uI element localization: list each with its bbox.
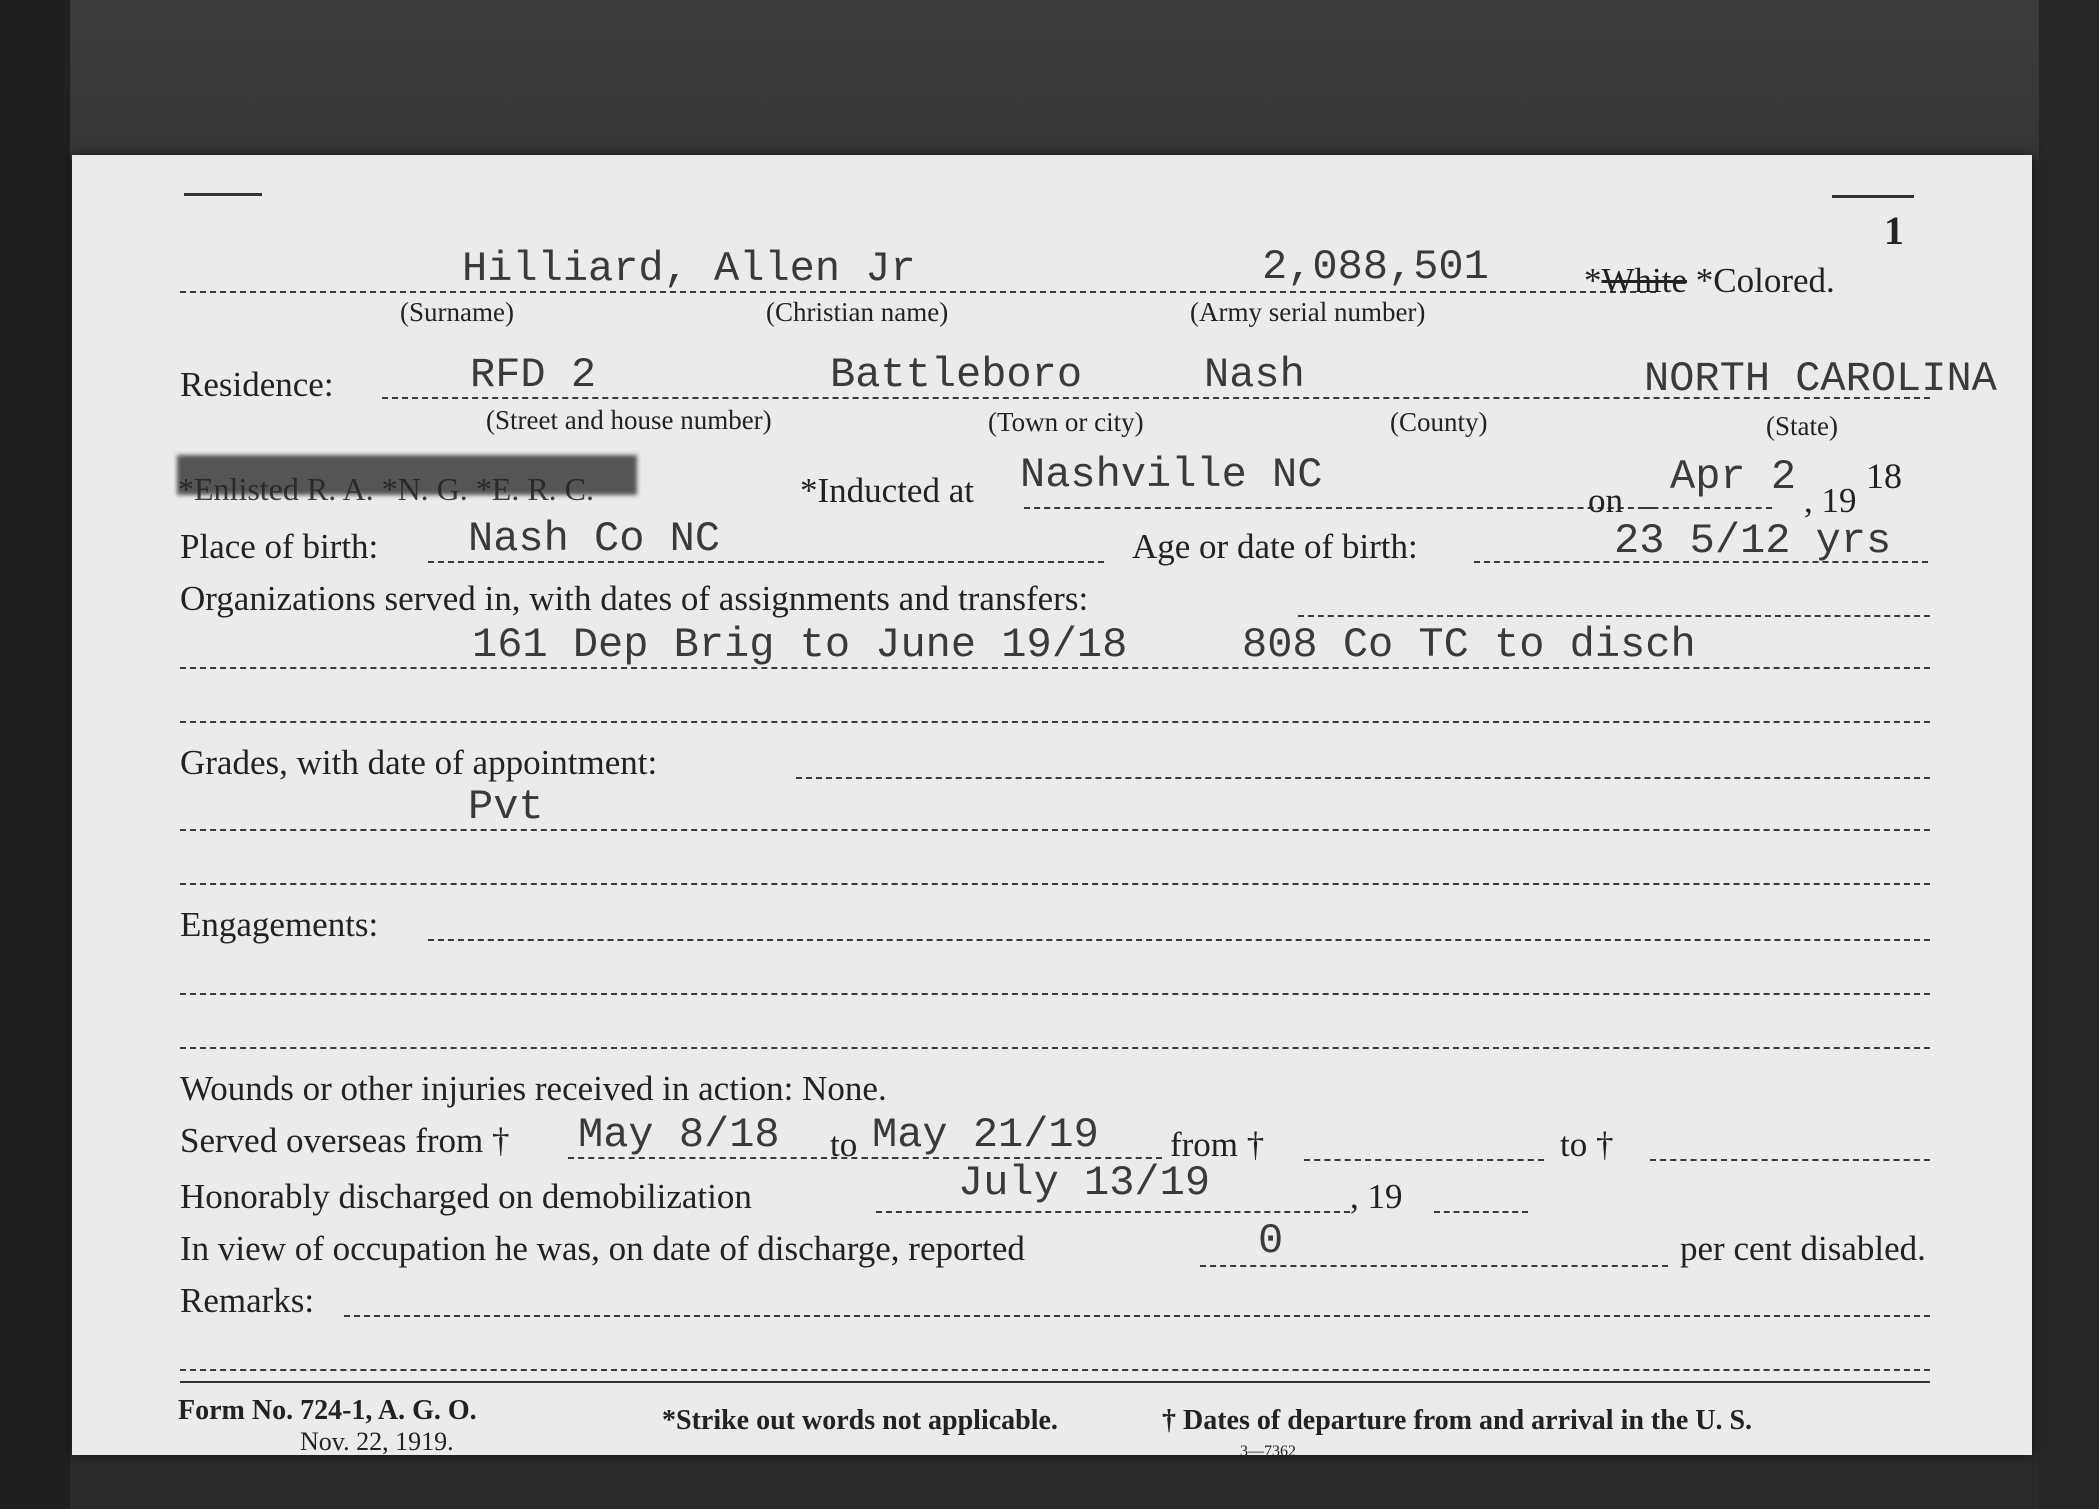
disability-percent: 0 xyxy=(1258,1217,1284,1265)
induction-date: Apr 2 xyxy=(1670,453,1797,501)
age-label: Age or date of birth: xyxy=(1132,527,1418,566)
remarks-label: Remarks: xyxy=(180,1281,315,1320)
age-value: 23 5/12 yrs xyxy=(1614,517,1892,565)
scanner-background-top xyxy=(0,0,2099,160)
induction-year: 18 xyxy=(1866,456,1902,496)
card-number: 1 xyxy=(1884,208,1904,253)
engagements-line-1 xyxy=(180,993,1930,995)
year-prefix: , 19 xyxy=(1804,481,1857,520)
discharge-year-prefix: , 19 xyxy=(1350,1177,1403,1216)
race-white-struck: White xyxy=(1601,261,1688,300)
inducted-line xyxy=(1024,507,1654,509)
residence-town: Battleboro xyxy=(830,351,1083,399)
residence-street: RFD 2 xyxy=(470,351,597,399)
discharge-line xyxy=(876,1211,1350,1213)
overseas-from-date: May 8/18 xyxy=(578,1111,780,1159)
caption-army-serial: (Army serial number) xyxy=(1190,297,1426,327)
caption-christian-name: (Christian name) xyxy=(766,297,949,327)
remarks-line-1 xyxy=(180,1369,1930,1371)
caption-county: (County) xyxy=(1390,407,1488,437)
overseas-to-date: May 21/19 xyxy=(872,1111,1099,1159)
name-line xyxy=(180,291,1656,293)
inducted-place: Nashville NC xyxy=(1020,451,1323,499)
caption-street: (Street and house number) xyxy=(486,405,772,435)
overseas-to-label: to xyxy=(830,1125,858,1164)
engagements-label: Engagements: xyxy=(180,905,379,944)
overseas-from2-line xyxy=(1304,1159,1544,1161)
caption-state: (State) xyxy=(1766,411,1838,441)
place-of-birth-label: Place of birth: xyxy=(180,527,379,566)
residence-label: Residence: xyxy=(180,365,334,404)
form-date: Nov. 22, 1919. xyxy=(300,1427,454,1456)
overseas-to2-line xyxy=(1650,1159,1930,1161)
wounds-label: Wounds or other injuries received in action: None. xyxy=(180,1069,887,1108)
grades-line-1 xyxy=(180,829,1930,831)
on-label: on xyxy=(1588,481,1623,520)
inducted-at-label: *Inducted at xyxy=(800,471,974,510)
form-number: Form No. 724-1, A. G. O. xyxy=(178,1395,477,1426)
discharge-date: July 13/19 xyxy=(958,1159,1211,1207)
overseas-to2-label: to † xyxy=(1560,1125,1614,1164)
place-of-birth: Nash Co NC xyxy=(468,515,721,563)
residence-state: NORTH CAROLINA xyxy=(1644,355,1997,403)
strike-note: *Strike out words not applicable. xyxy=(662,1405,1058,1436)
organizations-line-2 xyxy=(180,721,1930,723)
enlisted-options-struck: *Enlisted R. A. *N. G. *E. R. C. xyxy=(178,471,595,507)
soldier-name: Hilliard, Allen Jr xyxy=(462,245,916,293)
discharge-year-line xyxy=(1434,1211,1528,1213)
dates-note: † Dates of departure from and arrival in the U. S. xyxy=(1162,1405,1753,1436)
overseas-label: Served overseas from † xyxy=(180,1121,510,1160)
discharge-label: Honorably discharged on demobilization xyxy=(180,1177,752,1216)
army-serial-number: 2,088,501 xyxy=(1262,243,1489,291)
organizations-line-0 xyxy=(1298,615,1930,617)
disability-suffix: per cent disabled. xyxy=(1680,1229,1926,1268)
footer-rule xyxy=(180,1381,1930,1383)
organizations-entry-1: 161 Dep Brig to June 19/18 xyxy=(472,621,1128,669)
grades-label: Grades, with date of appointment: xyxy=(180,743,658,782)
date-line xyxy=(1642,507,1772,509)
record-card xyxy=(72,155,2032,1460)
scanner-background-left xyxy=(0,0,70,1509)
race-options: *White *Colored. xyxy=(1584,261,1835,300)
caption-surname: (Surname) xyxy=(400,297,514,327)
caption-town: (Town or city) xyxy=(988,407,1144,437)
organizations-entry-2: 808 Co TC to disch xyxy=(1242,621,1696,669)
remarks-line-0 xyxy=(344,1315,1930,1317)
top-left-rule xyxy=(184,193,262,196)
grade-value: Pvt xyxy=(468,783,544,831)
disability-label: In view of occupation he was, on date of discharge, reported xyxy=(180,1229,1025,1268)
scanner-background-right xyxy=(2039,0,2099,1509)
engagements-line-0 xyxy=(428,939,1930,941)
grades-line-0 xyxy=(796,777,1930,779)
top-right-rule xyxy=(1832,195,1914,198)
residence-county: Nash xyxy=(1204,351,1305,399)
disability-line xyxy=(1200,1265,1668,1267)
grades-line-2 xyxy=(180,883,1930,885)
engagements-line-2 xyxy=(180,1047,1930,1049)
race-colored: Colored. xyxy=(1713,261,1835,300)
overseas-from2-label: from † xyxy=(1170,1125,1265,1164)
print-code: 3—7362 xyxy=(1240,1443,1296,1460)
organizations-label: Organizations served in, with dates of assignments and transfers: xyxy=(180,579,1089,618)
